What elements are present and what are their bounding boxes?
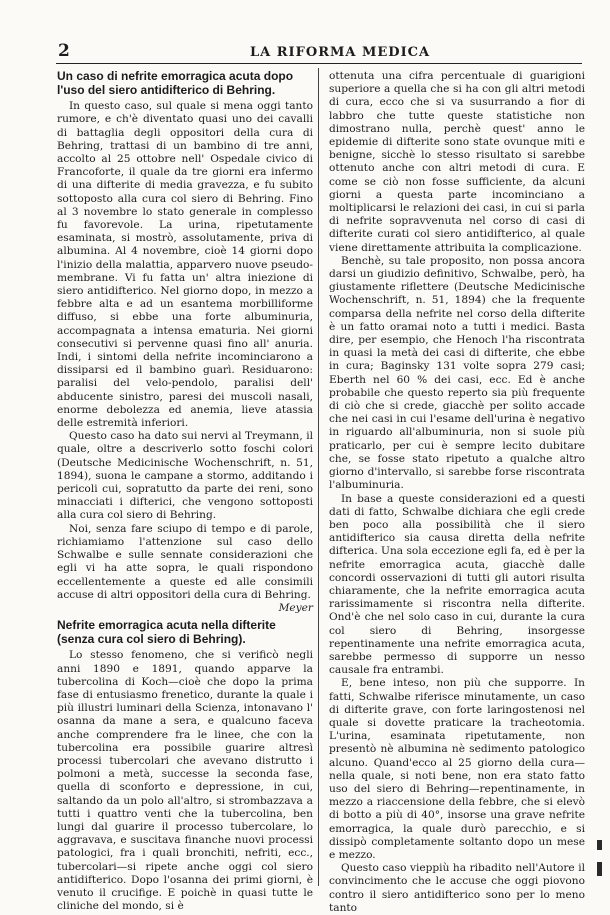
article-title-nefrite-siero: Un caso di nefrite emorragica acuta dopo l'uso del siero antidifterico di Behring. (57, 69, 294, 97)
article-paragraph: In base a queste considerazioni ed a questi dati di fatto, Schwalbe dichiara che egli crede ben poco alla possibilità che il siero antidifterico sia causa diretta della nefrite difterica. Una sola eccezione egli fa, ed è per la nefrite emorragica acuta, giacchè dalle concordi osservazioni di tutti gli autori risulta chiaramente, che la nefrite emorragica acuta rarissimamente si riscontra nella difterite. Ond'è che nel solo caso in cui, durante la cura col siero di Behring, insorgesse repentinamente una nefrite emorragica acuta, sarebbe permesso di supporre un nesso causale fra entrambi. (329, 492, 585, 677)
article-paragraph: Noi, senza fare sciupo di tempo e di parole, richiamiamo l'attenzione sul caso dello Schwalbe e sulle sennate considerazioni che egli vi ha atte sopra, le quali rispondono eccellentemente a queste ed alle consimili accuse di altri oppositori della cura di Behring. (57, 522, 313, 601)
article-paragraph: Questo caso ha dato sui nervi al Treymann, il quale, oltre a descriverlo sotto foschi colori (Deutsche Medicinische Wochenschrift, n. 51, 1894), suona le campane a stormo, additando i pericoli cui, sopratutto da parte dei reni, sono minacciati i difterici, che vengono sottoposti alla cura col siero di Behring. (57, 430, 313, 522)
right-column (329, 70, 585, 915)
scan-edge-mark (597, 840, 602, 850)
page-number: 2 (58, 41, 70, 61)
article-paragraph: In questo caso, sul quale si mena oggi tanto rumore, e ch'è diventato quasi uno dei cavalli di battaglia degli oppositori della cura di Behring, trattasi di un bambino di tre anni, accolto al 25 ottobre nell' Ospedale civico di Francoforte, il quale da tre giorni era infermo di una difterite di media gravezza, e fu subito sottoposto alla cura col siero di Behring. Fino al 3 novembre lo stato generale in complesso fu favorevole. La urina, ripetutamente esaminata, si mostrò, assolutamente, priva di albumina. Al 4 novembre, cioè 14 giorni dopo l'inizio della malattia, apparvero nuove pseudo-membrane. Vi fu fatta un' altra iniezione di siero antidifterico. Nel giorno dopo, in mezzo a febbre alta e ad un esantema morbilliforme diffuso, si ebbe una forte albuminuria, accompagnata a intensa ematuria. Nei giorni consecutivi si pervenne quasi fino all' anuria. Indi, i sintomi della nefrite incominciarono a dissiparsi ed il bambino guarì. Residuarono: paralisi del velo-pendolo, paralisi dell' abducente sinistro, paresi dei muscoli nasali, enorme debolezza ed anemia, lieve atassia delle estremità inferiori. (57, 100, 313, 430)
article-title-nefrite-difterite: Nefrite emorragica acuta nella difterite (senza cura col siero di Behring). (57, 618, 276, 646)
article-paragraph: Benchè, su tale proposito, non possa ancora darsi un giudizio definitivo, Schwalbe, però, ha giustamente riflettere (Deutsche Medicinische Wochenschrift, n. 51, 1894) che la frequente comparsa della nefrite nel corso della difterite è un fatto oramai noto a tutti i medici. Basta dire, per esempio, che Henoch l'ha riscontrata in quasi la metà dei casi di difterite, che ebbe in cura; Baginsky 131 volte sopra 279 casi; Eberth nel 60 % dei casi, ecc. Ed è anche probabile che questo reperto sia più frequente di ciò che si crede, giacchè per solito accade che nei casi in cui l'esame dell'urina è negativo in riguardo all'albuminuria, non si suole più praticarlo, per cui è sempre lecito dubitare che, se fosse stato ripetuto a qualche altro giorno d'intervallo, si sarebbe forse riscontrata l'albuminuria. (329, 254, 585, 492)
column-divider (318, 68, 319, 886)
article-paragraph: Lo stesso fenomeno, che si verificò negli anni 1890 e 1891, quando apparve la tubercolina di Koch—cioè che dopo la prima fase di entusiasmo frenetico, durante la quale i più illustri luminari della Scienza, intonavano l' osanna da mane a sera, e qualcuno faceva anche comprendere fra le linee, che con la tubercolina era possibile guarire altresì processi tubercolari che avevano distrutto i polmoni a metà, successe la seconda fase, quella di sconforto e depressione, in cui, saltando da un polo all'altro, si strombazzava a tutti i quattro venti che la tubercolina, ben lungi dal guarire il processo tubercolare, lo aggravava, e suscitava finanche nuovi processi patologici, fra i quali bronchiti, nefriti, ecc., tubercolari—si ripete anche oggi col siero antidifterico. Dopo l'osanna dei primi giorni, è venuto il crucifige. E poichè in quasi tutte le cliniche del mondo, si è (57, 649, 313, 913)
scan-edge-mark (597, 862, 602, 876)
header-rule (56, 63, 582, 64)
article-paragraph: E, bene inteso, non più che supporre. In fatti, Schwalbe riferisce minutamente, un caso di difterite grave, con forte laringostenosi nel quale si dovette praticare la tracheotomia. L'urina, esaminata ripetutamente, non presentò nè albumina nè sedimento patologico alcuno. Quand'ecco al 25 giorno della cura—nella quale, si noti bene, non era stato fatto uso del siero di Behring—repentinamente, in mezzo a riaccensione della febbre, che si elevò di botto a più di 40°, insorse una grave nefrite emorragica, la quale durò parecchio, e si dissipò completamente soltanto dopo un mese e mezzo. (329, 677, 585, 861)
left-column (57, 70, 313, 913)
article-paragraph: Questo caso vieppiù ha ribadito nell'Autore il convincimento che le accuse che oggi piovono contro il siero antidifterico sono per lo meno tanto (329, 862, 585, 914)
author-signature: Meyer (278, 601, 313, 614)
article-paragraph: ottenuta una cifra percentuale di guarigioni superiore a quella che si ha con gli altri metodi di cura, ecco che si va susurrando a fior di labbro che tutte queste statistiche non dimostrano nulla, perchè quest' anno le epidemie di difterite sono state ovunque miti e benigne, sicchè lo stesso risultato si sarebbe ottenuto anche con altri metodi di cura. E come se ciò non fosse sufficiente, da alcuni giorni a questa parte incominciano a moltiplicarsi le relazioni dei casi, in cui si parla di nefrite sopravvenuta nel corso di casi di difterite curati col siero antidifterico, al quale viene direttamente attribuita la complicazione. (329, 70, 585, 254)
journal-title: LA RIFORMA MEDICA (250, 45, 431, 60)
